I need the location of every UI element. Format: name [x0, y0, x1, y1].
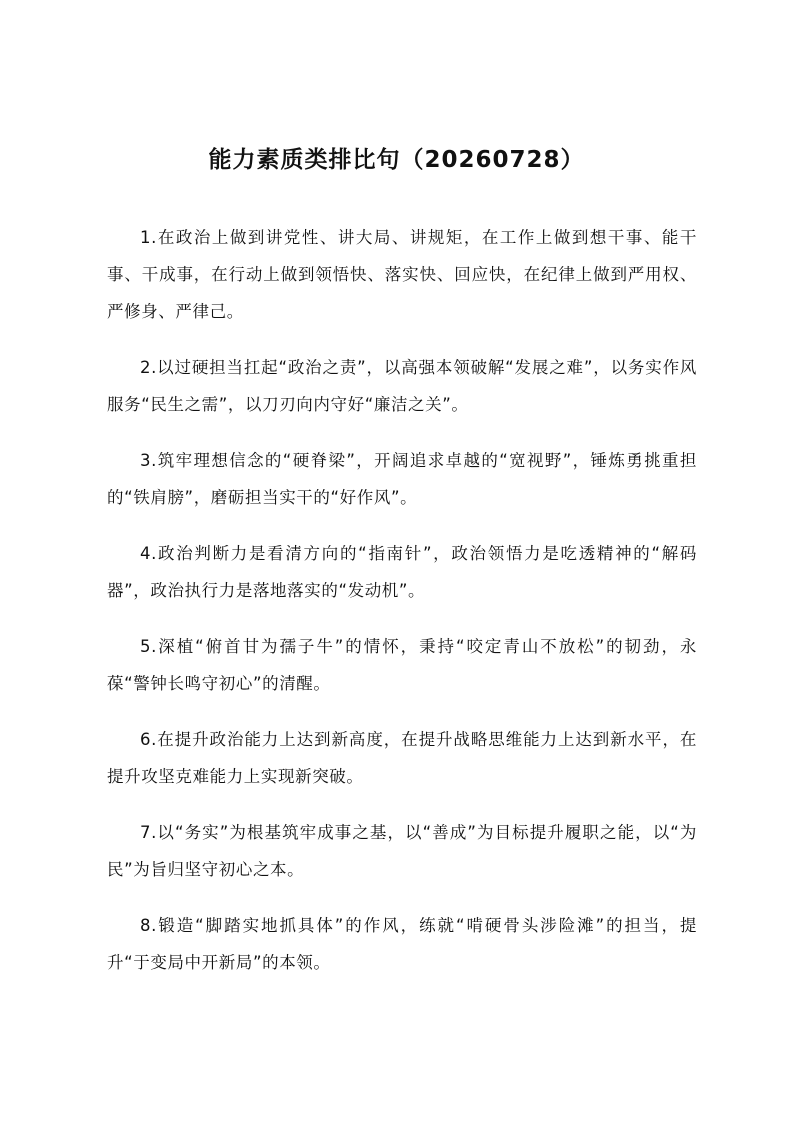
paragraph-4: 4.政治判断力是看清方向的“指南针”，政治领悟力是吃透精神的“解码器”，政治执行力是落地落实的“发动机”。 — [107, 544, 697, 600]
document-body — [107, 219, 697, 1000]
paragraph-6: 6.在提升政治能力上达到新高度，在提升战略思维能力上达到新水平，在提升攻坚克难能力上实现新突破。 — [107, 730, 697, 786]
paragraph-7: 7.以“务实”为根基筑牢成事之基，以“善成”为目标提升履职之能，以“为民”为旨归坚守初心之本。 — [107, 823, 697, 879]
paragraph-3: 3.筑牢理想信念的“硬脊梁”，开阔追求卓越的“宽视野”，锤炼勇挑重担的“铁肩膀”，磨砺担当实干的“好作风”。 — [107, 451, 697, 507]
paragraph-5: 5.深植“俯首甘为孺子牛”的情怀，秉持“咬定青山不放松”的韧劲，永葆“警钟长鸣守初心”的清醒。 — [107, 637, 697, 693]
document-title: 能力素质类排比句（20260728） — [208, 147, 585, 173]
paragraph-2: 2.以过硬担当扛起“政治之责”，以高强本领破解“发展之难”，以务实作风服务“民生之需”，以刀刃向内守好“廉洁之关”。 — [107, 358, 697, 414]
paragraph-1: 1.在政治上做到讲党性、讲大局、讲规矩，在工作上做到想干事、能干事、干成事，在行动上做到领悟快、落实快、回应快，在纪律上做到严用权、严修身、严律己。 — [107, 228, 697, 321]
paragraph-8: 8.锻造“脚踏实地抓具体”的作风，练就“啃硬骨头涉险滩”的担当，提升“于变局中开新局”的本领。 — [107, 916, 697, 972]
